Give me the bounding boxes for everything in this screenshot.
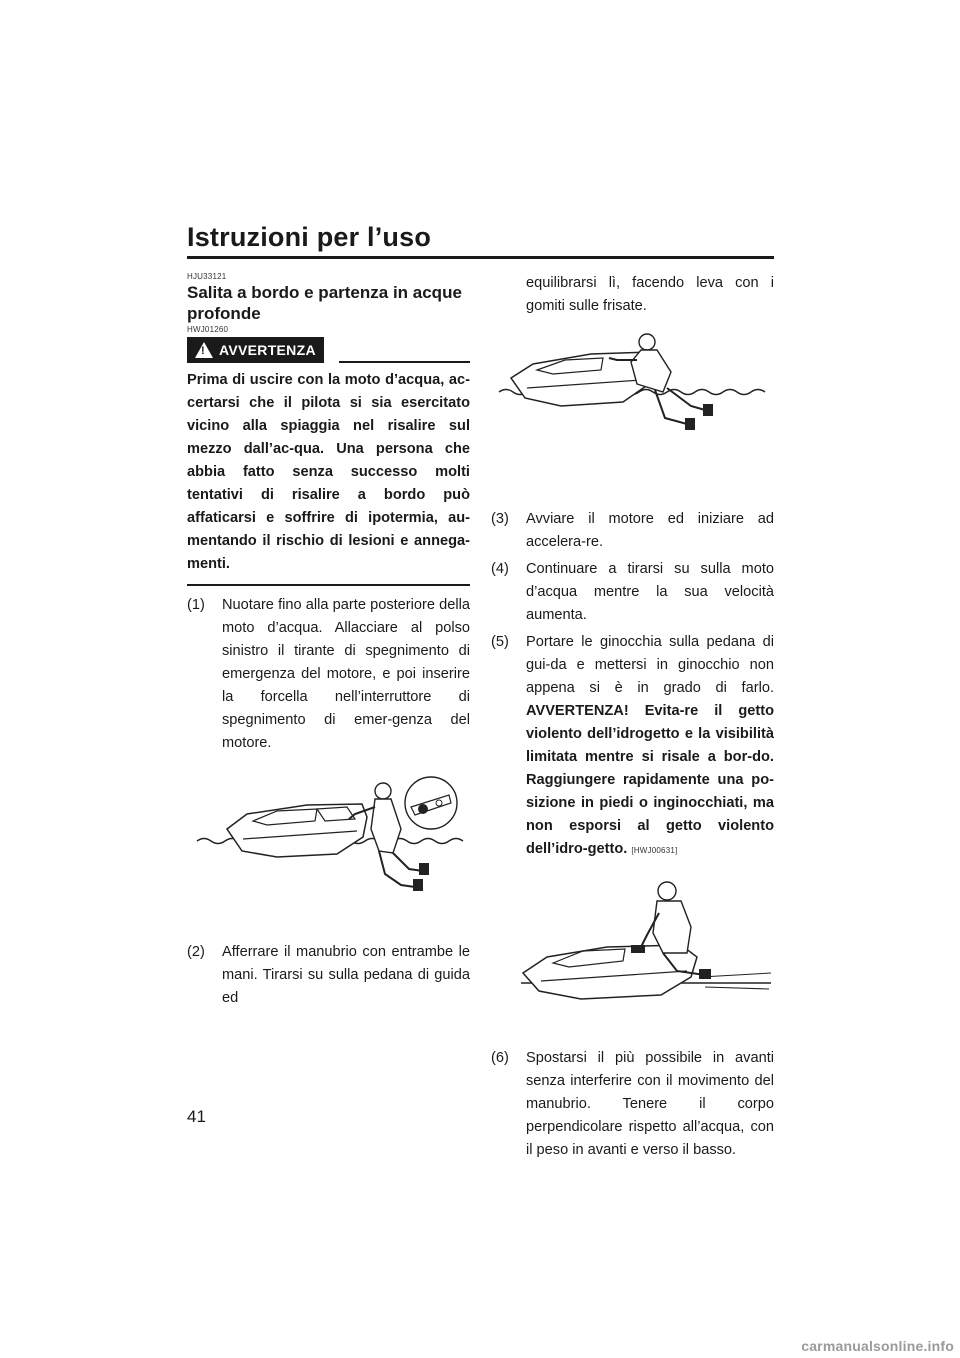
warning-footer-rule [187,584,470,586]
step-number: (6) [491,1050,509,1066]
step-number: (4) [491,561,509,577]
warning-header-rule [339,361,470,363]
step-item [491,558,774,627]
warning-label: AVVERTENZA [219,341,316,358]
watermark: carmanualsonline.info [801,1338,954,1354]
step-text: Spostarsi il più possibile in avanti senza interferire con il movimento del manubrio. Tenere il corpo perpendicolare rispetto all’acqua, con il peso in avanti e verso il basso. [526,1050,774,1158]
page-header-title: Istruzioni per l’uso [187,222,432,252]
step-text-regular: Portare le ginocchia sulla pedana di gui-da e mettersi in ginocchio non appena si è in grado di farlo. [526,634,774,696]
right-column [491,272,774,1166]
warning-triangle-icon: ! [195,342,213,358]
section-code: HJU33121 [187,272,227,281]
warning-text: Prima di uscire con la moto d’acqua, ac-certarsi che il pilota si sia esercitato vicino alla spiaggia nel risalire sul mezzo dall’ac-qua. Una persona che abbia fatto senza successo molti tentativi di risalire a bordo può affaticarsi e soffrire di ipotermia, au-mentando il rischio di lesioni e annega-menti. [187,372,470,572]
step-text: Continuare a tirarsi su sulla moto d’acqua mentre la sua velocità aumenta. [526,561,774,623]
step-warning-inline: AVVERTENZA! Evita-re il getto violento dell’idrogetto e la visibilità limitata mentre si risale a bor-do. Raggiungere rapidamente una po-sizione in piedi o inginocchiati, ma non esporsi al getto violento dell’idro-getto. [526,703,774,857]
step-number: (1) [187,597,205,613]
step-text [526,631,774,861]
step-item [187,594,470,755]
step-number: (2) [187,944,205,960]
step-item [491,1047,774,1162]
header-rule [187,256,774,259]
step-item [491,508,774,554]
step-continuation: equilibrarsi lì, facendo leva con i gomiti sulle frisate. [526,275,774,314]
step-text: Avviare il motore ed iniziare ad accelera-re. [526,511,774,550]
step-item [187,941,470,1010]
step-number: (5) [491,634,509,650]
page-number: 41 [187,1107,206,1126]
left-column [187,272,470,1014]
step-warning-code: [HWJ00631] [631,846,678,855]
section-title: Salita a bordo e partenza in acque profonde [187,283,462,323]
step-item [491,631,774,861]
step-number: (3) [491,511,509,527]
warning-header [187,337,470,363]
step-text: Afferrare il manubrio con entrambe le mani. Tirarsi su sulla pedana di guida ed [222,944,470,1006]
warning-code: HWJ01260 [187,325,229,334]
illustration-kneeling-rider [491,873,774,1033]
step-text: Nuotare fino alla parte posteriore della moto d’acqua. Allacciare al polso sinistro il tirante di spegnimento di emergenza del motore, e poi inserire la forcella nell’interruttore di spegnimento di emer-genza del motore. [222,597,470,751]
illustration-climbing-aboard [491,332,774,492]
illustration-swimmer-at-stern [187,759,470,919]
warning-badge [187,337,324,363]
